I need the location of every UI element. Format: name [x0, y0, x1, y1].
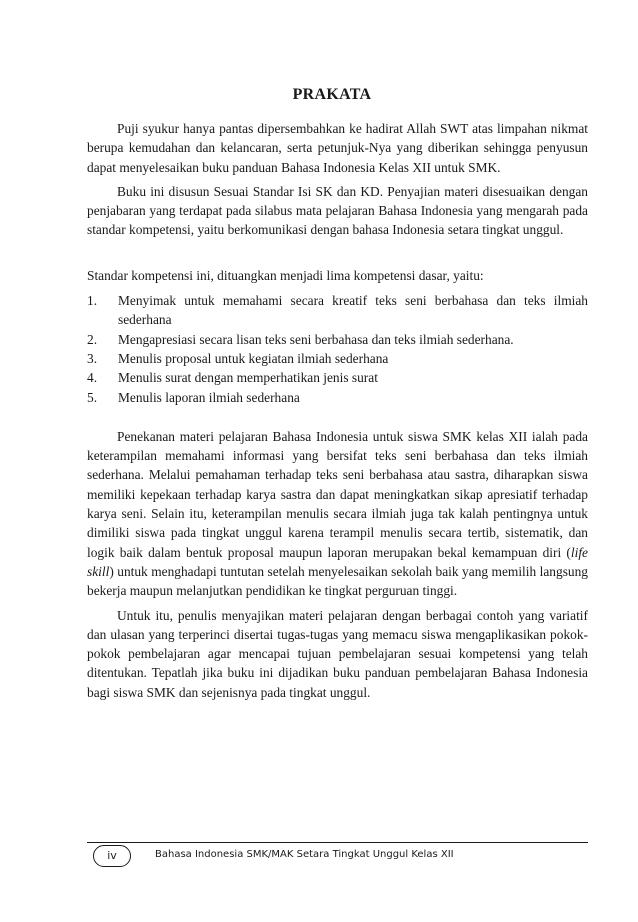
page-number-badge: iv — [93, 845, 131, 867]
list-item — [87, 349, 588, 368]
paragraph-emphasis — [87, 427, 588, 601]
emphasis-text-end: ) untuk menghadapi tuntutan setelah menyelesaikan sekolah baik yang memilih langsung bekerja maupun melanjutkan pendidikan ke tingkat perguruan tinggi. — [87, 563, 588, 599]
page-title: PRAKATA — [292, 86, 372, 103]
list-item-text: Menyimak untuk memahami secara kreatif teks seni berbahasa dan teks ilmiah sederhana — [118, 293, 588, 328]
competency-list — [87, 291, 588, 407]
list-item — [87, 388, 588, 407]
list-item-text: Menulis laporan ilmiah sederhana — [118, 389, 300, 405]
paragraph-closing: Untuk itu, penulis menyajikan materi pelajaran dengan berbagai contoh yang variatif dan ulasan yang terperinci disertai tugas-tugas yang memacu siswa mengaplikasikan pokok-pokok pembelajaran agar mencapai tujuan pembelajaran sesuai kompetensi yang telah ditentukan. Tepatlah jika buku ini dijadikan buku panduan pembelajaran Bahasa Indonesia bagi siswa SMK dan sejenisnya pada tingkat unggul. — [87, 607, 588, 700]
list-item — [87, 291, 588, 330]
list-item-text: Menulis proposal untuk kegiatan ilmiah sederhana — [118, 350, 389, 366]
footer-book-title: Bahasa Indonesia SMK/MAK Setara Tingkat Unggul Kelas XII — [155, 849, 454, 860]
list-item-number: 1. — [87, 293, 98, 309]
page-footer — [87, 842, 588, 866]
list-item — [87, 330, 588, 349]
paragraph-gratitude: Puji syukur hanya pantas dipersembahkan ke hadirat Allah SWT atas limpahan nikmat berupa kemudahan dan kelancaran, serta petunjuk-Nya yang diberikan sehingga penyusun dapat menyelesaikan buku panduan Bahasa Indonesia Kelas XII untuk SMK. — [87, 121, 588, 175]
list-item-number: 4. — [87, 370, 98, 386]
paragraph-book-basis: Buku ini disusun Sesuai Standar Isi SK dan KD. Penyajian materi disesuaikan dengan penjabaran yang terdapat pada silabus mata pelajaran Bahasa Indonesia yang mengarah pada standar kompetensi, yaitu berkomunikasi dengan bahasa Indonesia setara tingkat unggul. — [87, 183, 588, 238]
list-item-number: 2. — [87, 331, 98, 347]
paragraph-competency-intro: Standar kompetensi ini, dituangkan menjadi lima kompetensi dasar, yaitu: — [87, 267, 484, 283]
list-item-number: 5. — [87, 389, 98, 405]
life-skill-term: life skill — [87, 544, 588, 579]
footer-rule — [87, 842, 588, 843]
document-body — [87, 119, 588, 702]
list-item-text: Menulis surat dengan memperhatikan jenis surat — [118, 370, 378, 386]
list-item — [87, 368, 588, 387]
list-item-text: Mengapresiasi secara lisan teks seni berbahasa dan teks ilmiah sederhana. — [118, 331, 514, 347]
list-item-number: 3. — [87, 350, 98, 366]
emphasis-text-start: Penekanan materi pelajaran Bahasa Indonesia untuk siswa SMK kelas XII ialah pada keterampilan memahami informasi yang bersifat teks seni berbahasa dan teks ilmiah sederhana. Melalui pemahaman terhadap teks seni berbahasa atau sastra, diharapkan siswa memiliki kepekaan terhadap karya sastra dan dapat meningkatkan sikap apresiatif terhadap karya seni. Selain itu, keterampilan menulis secara ilmiah juga tak kalah pentingnya untuk dimiliki siswa pada tingkat unggul karena terampil menulis secara tertib, sistematik, dan logik baik dalam bentuk proposal maupun laporan merupakan bekal kemampuan diri ( — [87, 428, 588, 560]
